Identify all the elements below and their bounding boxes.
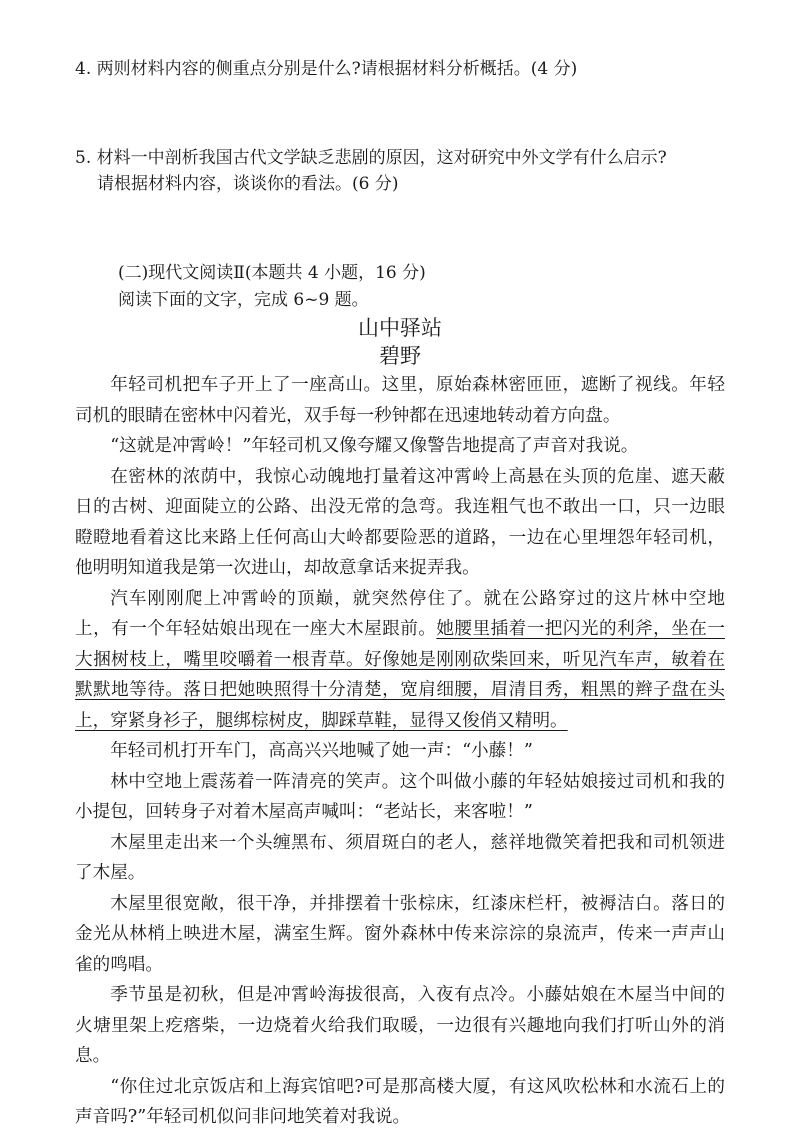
story-paragraph: “这就是冲霄岭！”年轻司机又像夸耀又像警告地提高了声音对我说。 [110,436,639,456]
question-4 [75,56,735,82]
question-5 [75,145,735,197]
question-5-line-1: 5. 材料一中剖析我国古代文学缺乏悲剧的原因，这对研究中外文学有什么启示? [75,148,667,168]
story-paragraph: 木屋里走出来一个头缠黑布、须眉斑白的老人，慈祥地微笑着把我和司机领进了木屋。 [75,832,725,883]
story-paragraph: 林中空地上震荡着一阵清亮的笑声。这个叫做小藤的年轻姑娘接过司机和我的小提包，回转身子对着木屋高声喊叫：“老站长，来客啦！” [75,771,725,822]
story-author: 碧野 [379,344,421,368]
story-paragraph [75,584,725,737]
story-title: 山中驿站 [358,316,442,340]
story-paragraph: 季节虽是初秋，但是冲霄岭海拔很高，入夜有点冷。小藤姑娘在木屋当中间的火塘里架上疙瘩柴，一边烧着火给我们取暖，一边很有兴趣地向我们打听山外的消息。 [75,985,725,1066]
story-paragraph: “你住过北京饭店和上海宾馆吧?可是那高楼大厦，有这风吹松林和水流石上的声音吗?”年轻司机似问非问地笑着对我说。 [75,1076,725,1127]
question-4-text: 4. 两则材料内容的侧重点分别是什么?请根据材料分析概括。(4 分) [75,59,578,79]
story-paragraph: 在密林的浓荫中，我惊心动魄地打量着这冲霄岭上高悬在头顶的危崖、遮天蔽日的古树、迎面陡立的公路、出没无常的急弯。我连粗气也不敢出一口，只一边眼瞪瞪地看着这比来路上任何高山大岭都要险恶的道路，一边在心里埋怨年轻司机，他明明知道我是第一次进山，却故意拿话来捉弄我。 [75,466,725,578]
story-paragraph: 木屋里很宽敞，很干净，并排摆着十张棕床，红漆床栏杆，被褥洁白。落日的金光从林梢上映进木屋，满室生辉。窗外森林中传来淙淙的泉流声，传来一声声山雀的鸣唱。 [75,893,725,975]
underlined-passage: 她腰里插着一把闪光的利斧，坐在一大捆树枝上，嘴里咬嚼着一根青草。好像她是刚刚砍柴回来，听见汽车声，敏着在默默地等待。落日把她映照得十分清楚，宽肩细腰，眉清目秀，粗黑的辫子盘在头上，穿紧身衫子，腿绑棕树皮，脚踩草鞋，显得又俊俏又精明。 [75,619,725,731]
story-paragraph: 年轻司机把车子开上了一座高山。这里，原始森林密匝匝，遮断了视线。年轻司机的眼睛在密林中闪着光，双手每一秒钟都在迅速地转动着方向盘。 [75,375,725,426]
story-paragraph: 年轻司机打开车门，高高兴兴地喊了她一声：“小藤！” [110,741,533,761]
section-instruction: 阅读下面的文字，完成 6~9 题。 [118,290,369,310]
question-5-line-2: 请根据材料内容，谈谈你的看法。(6 分) [97,174,399,194]
story-body [75,370,725,1133]
story-paragraph-plain: 汽车刚刚爬上冲霄岭的顶巅，就突然停住了。就在公路穿过的这片林中空地上，有一个年轻姑娘出现在一座大木屋跟前。 [75,588,725,639]
section-heading: (二)现代文阅读Ⅱ(本题共 4 小题，16 分) [118,263,426,283]
